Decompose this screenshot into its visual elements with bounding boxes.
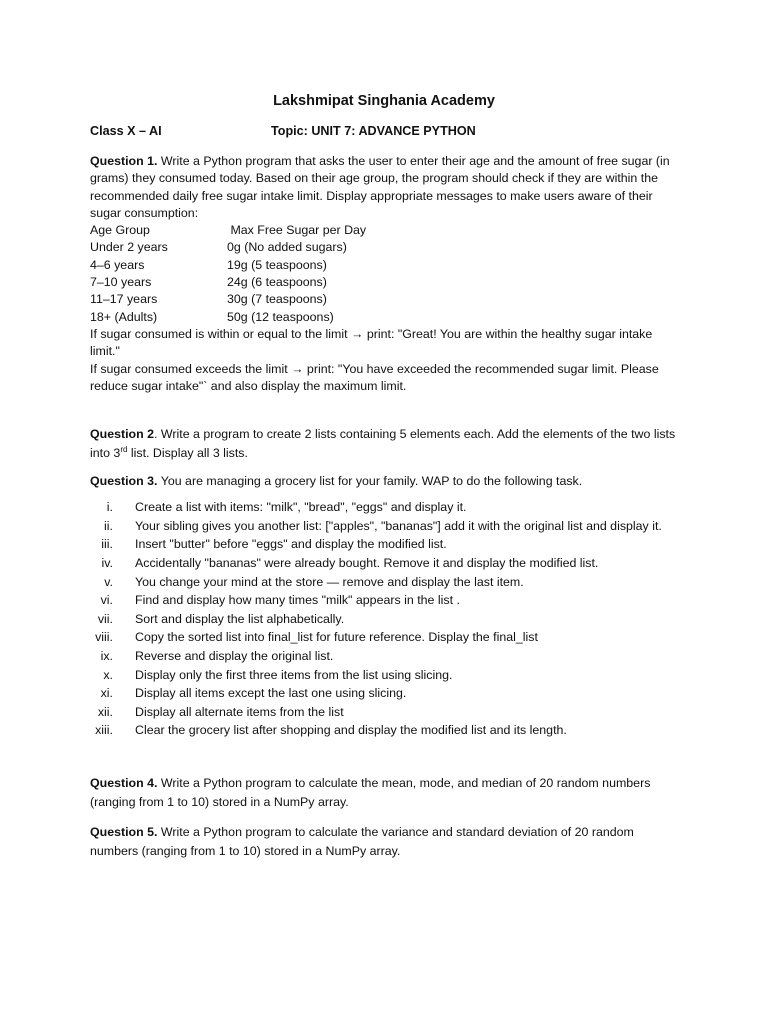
question-5 <box>90 823 680 861</box>
table-cell: 7–10 years <box>90 275 152 290</box>
sugar-limit-table <box>90 222 366 326</box>
list-item-text: Reverse and display the original list. <box>135 649 334 664</box>
question-4 <box>90 774 680 812</box>
list-item-text: Copy the sorted list into final_list for future reference. Display the final_list <box>135 630 538 645</box>
list-item <box>90 517 680 536</box>
list-item-number: iv. <box>101 556 113 571</box>
list-item-text: Find and display how many times "milk" appears in the list . <box>135 593 460 608</box>
question-1 <box>90 153 680 395</box>
list-item-number: xi. <box>100 686 113 701</box>
table-header-cell: Max Free Sugar per Day <box>227 223 367 238</box>
table-header-row <box>90 222 366 239</box>
list-item-text: Insert "butter" before "eggs" and display the modified list. <box>135 537 447 552</box>
table-cell: 50g (12 teaspoons) <box>227 309 334 324</box>
table-row <box>90 239 366 256</box>
table-cell: 19g (5 teaspoons) <box>227 257 327 272</box>
list-item-number: viii. <box>95 630 113 645</box>
question-4-label: Question 4. <box>90 776 158 790</box>
list-item <box>90 721 680 740</box>
list-item-text: Display all items except the last one using slicing. <box>135 686 407 701</box>
table-cell: 18+ (Adults) <box>90 309 158 324</box>
list-item <box>90 666 680 685</box>
question-4-text: Question 4. Write a Python program to calculate the mean, mode, and median of 20 random numbers (ranging from 1 to 10) stored in a NumPy array. <box>90 776 651 809</box>
list-item-number: xiii. <box>95 723 113 738</box>
question-5-text: Question 5. Write a Python program to calculate the variance and standard deviation of 20 random numbers (ranging from 1 to 10) stored in a NumPy array. <box>90 825 634 858</box>
list-item <box>90 703 680 722</box>
table-row <box>90 309 366 326</box>
list-item-number: vii. <box>97 611 113 626</box>
school-title: Lakshmipat Singhania Academy <box>273 93 495 109</box>
list-item-number: v. <box>104 574 113 589</box>
rule-within-limit: If sugar consumed is within or equal to the limit → print: "Great! You are within the healthy sugar intake limit." <box>90 326 653 359</box>
list-item-text: Clear the grocery list after shopping and display the modified list and its length. <box>135 723 567 738</box>
header-row <box>90 124 476 138</box>
list-item <box>90 554 680 573</box>
question-2-label: Question 2 <box>90 427 155 441</box>
table-cell: 4–6 years <box>90 257 145 272</box>
list-item <box>90 535 680 554</box>
list-item-number: ii. <box>104 518 113 533</box>
list-item-text: Display all alternate items from the list <box>135 704 344 719</box>
question-3-text: Question 3. You are managing a grocery list for your family. WAP to do the following task. <box>90 474 583 488</box>
list-item-text: You change your mind at the store — remove and display the last item. <box>135 574 524 589</box>
list-item <box>90 684 680 703</box>
list-item-text: Sort and display the list alphabetically. <box>135 611 345 626</box>
table-row <box>90 274 366 291</box>
table-cell: 30g (7 teaspoons) <box>227 292 327 307</box>
list-item <box>90 573 680 592</box>
table-row <box>90 257 366 274</box>
list-item-text: Display only the first three items from the list using slicing. <box>135 667 453 682</box>
list-item-text: Your sibling gives you another list: ["apples", "bananas"] add it with the original list and display it. <box>135 518 662 533</box>
grocery-task-list <box>90 498 680 740</box>
list-item <box>90 628 680 647</box>
list-item <box>90 647 680 666</box>
question-2 <box>90 425 680 462</box>
list-item-number: xii. <box>97 704 113 719</box>
list-item-number: i. <box>106 500 113 515</box>
superscript-rd: rd <box>120 444 128 454</box>
table-row <box>90 291 366 308</box>
list-item-text: Accidentally "bananas" were already bought. Remove it and display the modified list. <box>135 556 599 571</box>
class-label: Class X – AI <box>90 124 162 138</box>
list-item <box>90 591 680 610</box>
list-item-text: Create a list with items: "milk", "bread", "eggs" and display it. <box>135 500 467 515</box>
question-3 <box>90 473 680 740</box>
table-cell: 11–17 years <box>90 292 158 307</box>
list-item <box>90 498 680 517</box>
list-item-number: ix. <box>100 649 113 664</box>
table-cell: 0g (No added sugars) <box>227 240 347 255</box>
table-header-cell: Age Group <box>90 223 150 238</box>
table-cell: 24g (6 teaspoons) <box>227 275 327 290</box>
table-cell: Under 2 years <box>90 240 168 255</box>
topic-label: Topic: UNIT 7: ADVANCE PYTHON <box>271 124 476 138</box>
list-item-number: x. <box>103 667 113 682</box>
question-1-text: Question 1. Write a Python program that asks the user to enter their age and the amount of free sugar (in grams) they consumed today. Based on their age group, the program should check if they are within the recommended daily free sugar intake limit. Display appropriate messages to make users aware of their sugar consumption: <box>90 154 670 220</box>
rule-exceeds-limit: If sugar consumed exceeds the limit → print: "You have exceeded the recommended sugar limit. Please reduce sugar intake"` and also display the maximum limit. <box>90 361 659 393</box>
question-3-label: Question 3. <box>90 474 158 488</box>
list-item <box>90 610 680 629</box>
list-item-number: iii. <box>101 537 113 552</box>
question-1-label: Question 1. <box>90 154 158 168</box>
question-2-text: Question 2. Write a program to create 2 lists containing 5 elements each. Add the elements of the two lists into 3rd list. Display all 3 lists. <box>90 427 676 460</box>
list-item-number: vi. <box>100 593 113 608</box>
question-5-label: Question 5. <box>90 825 158 839</box>
